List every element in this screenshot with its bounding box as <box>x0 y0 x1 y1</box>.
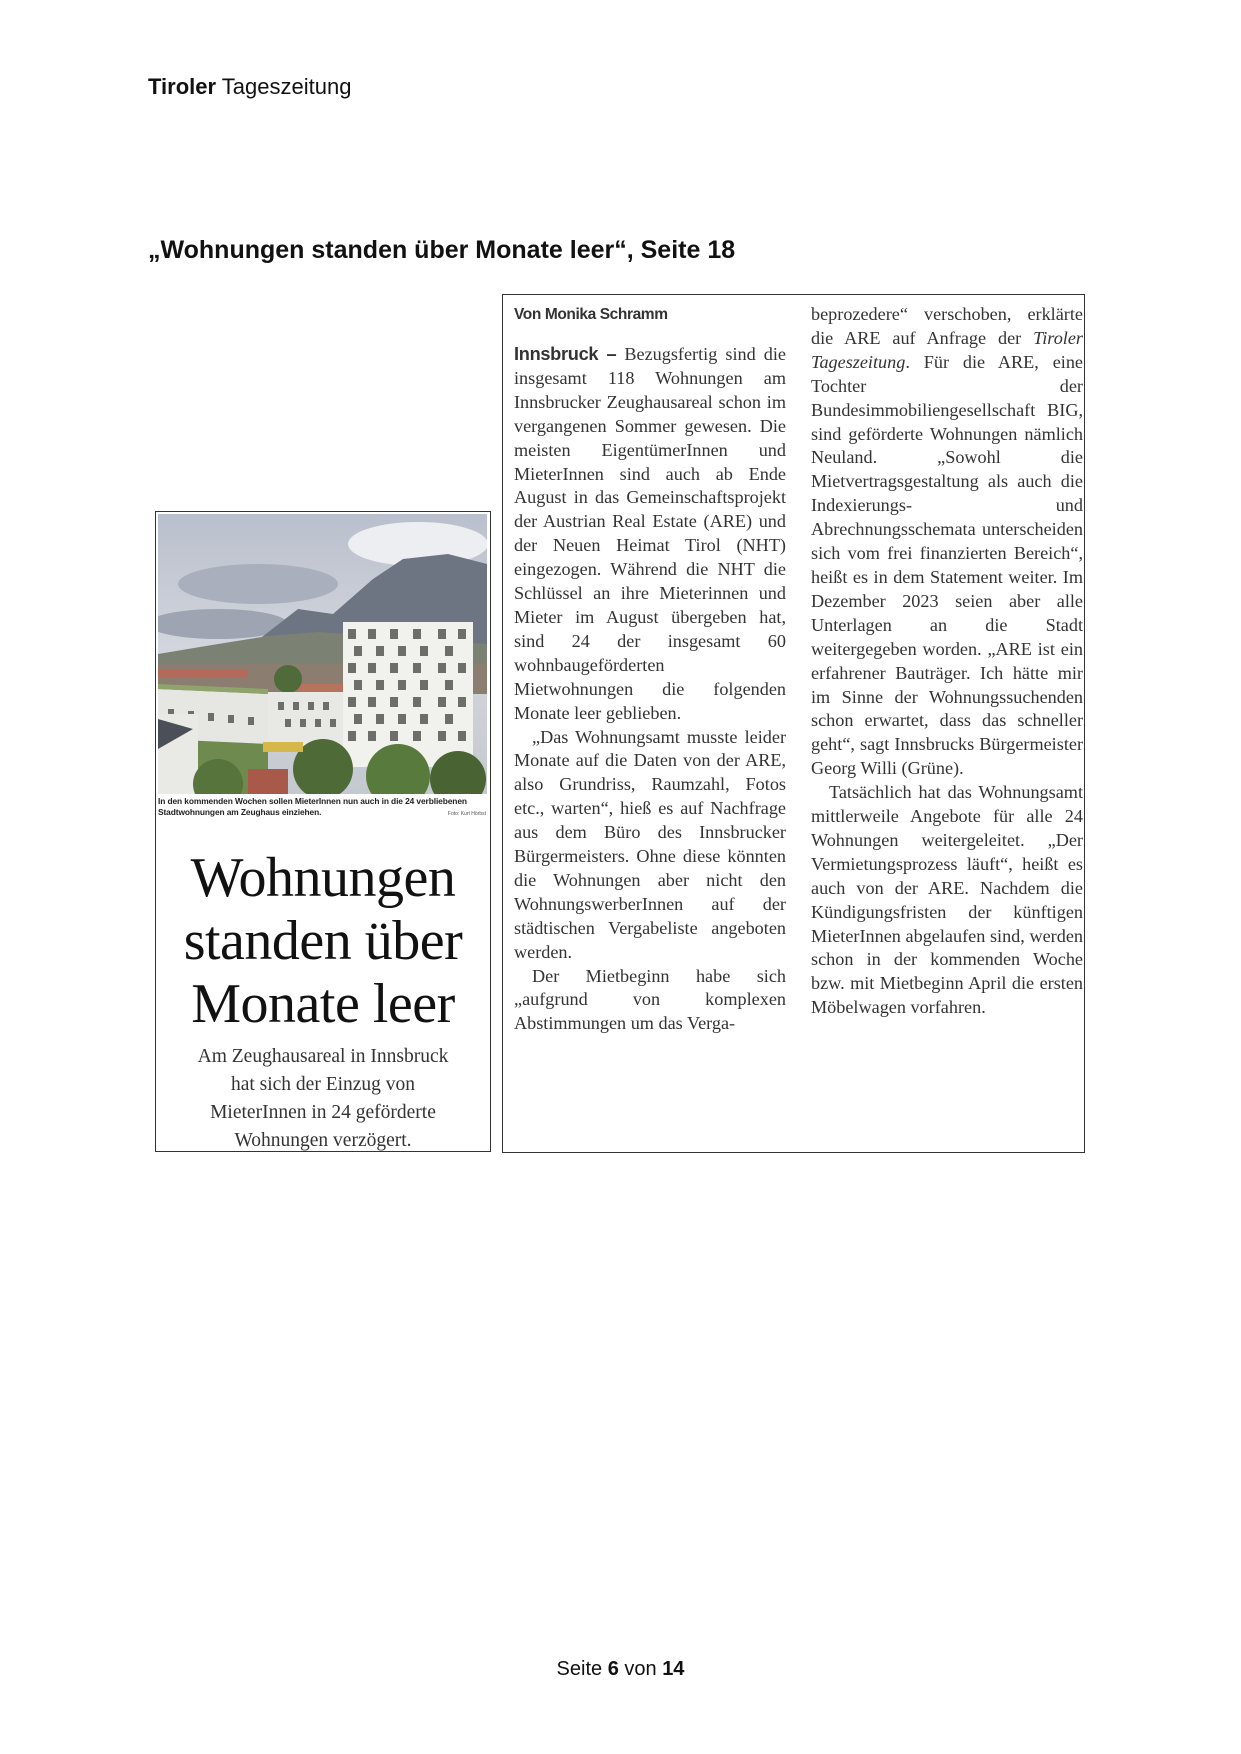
building-photo-icon <box>158 514 487 794</box>
photo-credit: Foto: Kurt Hörbst <box>447 811 486 817</box>
clipping-title: „Wohnungen standen über Monate leer“, Seite 18 <box>148 236 736 264</box>
page-footer <box>0 1658 1241 1681</box>
dateline: Innsbruck – <box>514 344 617 364</box>
article-column-2 <box>811 303 1083 1020</box>
paragraph <box>514 343 786 726</box>
brand-regular: Tageszeitung <box>216 74 352 99</box>
paragraph-text: beprozedere“ verschoben, erklärte die ARE auf Anfrage der <box>811 304 1083 348</box>
article-column-1 <box>514 303 786 1036</box>
paragraph: „Das Wohnungsamt musste leider Monate auf die Daten von der ARE, also Grundriss, Raumzahl, Fotos etc., warten“, hieß es auf Nachfrage aus dem Büro des Innsbrucker Bürgermeisters. Ohne diese könnten die Wohnungen aber nicht den WohnungswerberInnen auf der städtischen Vergabeliste angeboten werden. <box>514 726 786 962</box>
headline-line: Wohnungen <box>190 847 456 909</box>
newspaper-name: Tiroler Tageszeitung <box>811 327 1083 372</box>
article-subhead <box>156 1043 490 1155</box>
brand-bold: Tiroler <box>148 74 217 99</box>
subhead-line: hat sich der Einzug von <box>230 1074 416 1095</box>
paragraph: Tatsächlich hat das Wohnungsamt mittlerweile Angebote für alle 24 Wohnungen weitergeleitet. „Der Vermietungsprozess läuft“, heißt es auch von der ARE. Nachdem die Kündigungsfristen der künftigen MieterInnen abgelaufen sind, werden schon in der kommenden Woche bzw. mit Mietbeginn April die ersten Möbelwagen vorfahren. <box>811 782 1083 1018</box>
paragraph-text: Bezugsfertig sind die insgesamt 118 Wohnungen am Innsbrucker Zeughausareal schon im vergangenen Sommer gewesen. Die meisten EigentümerInnen und MieterInnen sind auch ab Ende August in das Gemeinschaftsprojekt der Austrian Real Estate (ARE) und der Neuen Heimat Tirol (NHT) eingezogen. Während die NHT die Schlüssel an ihre Mieterinnen und Mieter im August übergeben hat, sind 24 der insgesamt 60 wohnbaugeförderten Mietwohnungen die folgenden Monate leer geblieben. <box>514 344 786 723</box>
article-photo <box>158 514 487 794</box>
article-body-box <box>502 294 1085 1153</box>
footer-middle: von <box>618 1658 663 1680</box>
subhead-line: Am Zeughausareal in Innsbruck <box>197 1046 449 1067</box>
paragraph: Der Mietbeginn habe sich „aufgrund von komplexen Abstimmungen um das Verga- <box>514 965 786 1034</box>
byline: Von Monika Schramm <box>514 306 668 323</box>
article-headline <box>156 847 490 1036</box>
subhead-line: Wohnungen verzögert. <box>234 1130 412 1151</box>
publication-header <box>148 74 351 100</box>
paragraph-text: . Für die ARE, eine Tochter der Bundesimmobiliengesellschaft BIG, sind geförderte Wohnungen nämlich Neuland. „Sowohl die Mietvertragsgestaltung als auch die Indexierungs- und Abrechnungsschemata unterscheiden sich vom frei finanzierten Bereich“, heißt es in dem Statement weiter. Im Dezember 2023 seien aber alle Unterlagen an die Stadt weitergegeben worden. „ARE ist ein erfahrener Bauträger. Ich hätte mir im Sinne der Wohnungssuchenden schon erwartet, dass das schneller geht“, sagt Innsbrucks Bürgermeister Georg Willi (Grüne). <box>811 351 1083 779</box>
paragraph <box>811 303 1083 781</box>
current-page: 6 <box>607 1658 619 1680</box>
footer-prefix: Seite <box>556 1658 608 1680</box>
total-pages: 14 <box>662 1658 685 1680</box>
photo-caption: In den kommenden Wochen sollen MieterInnen nun auch in die 24 verbliebenen Stadtwohnungen am Zeughaus einziehen. <box>158 796 467 817</box>
teaser-box <box>155 511 491 1152</box>
subhead-line: MieterInnen in 24 geförderte <box>210 1102 436 1123</box>
headline-line: standen über <box>183 910 463 972</box>
headline-line: Monate leer <box>191 973 455 1035</box>
